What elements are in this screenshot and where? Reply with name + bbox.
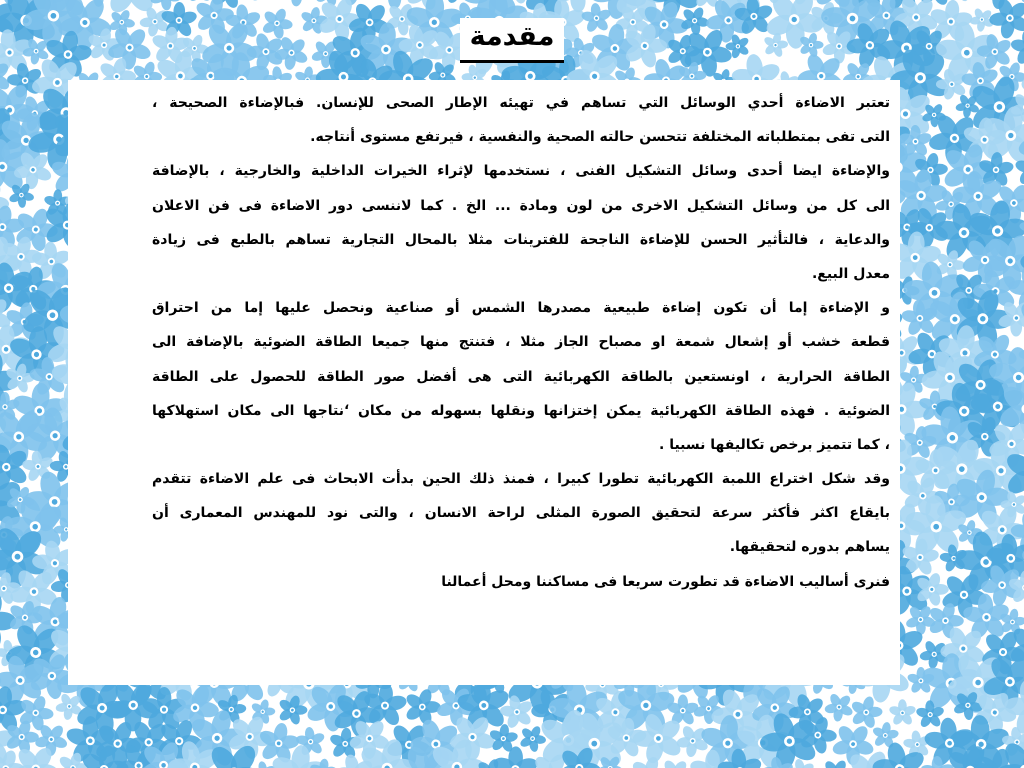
page-title: مقدمة: [460, 18, 565, 63]
text-line: معدل البيع.: [811, 265, 890, 282]
text-line: الى كل من وسائل التشكيل الاخرى من لون ومادة ... الخ . كما لاننسى دور الاضاءة فى فن الاعلان: [152, 197, 890, 214]
text-line: ، كما تتميز برخص تكاليفها نسبيا .: [659, 436, 890, 453]
text-line: و الإضاءة إما أن تكون إضاءة طبيعية مصدرها الشمس أو صناعية ونحصل عليها إما من احتراق: [152, 300, 890, 317]
text-line: وقد شكل اختراع اللمبة الكهربائية تطورا كبيرا ، فمنذ ذلك الحين بدأت الابحاث فى علم الاضاءة تتقدم: [152, 471, 890, 488]
text-line: التى تفى بمتطلباته المختلفة تتحسن حالته الصحية والنفسية ، فيرتفع مستوى أنتاجه.: [310, 129, 890, 146]
text-line: الضوئية . فهذه الطاقة الكهربائية يمكن إختزانها ونقلها بسهوله من مكان ‘نتاجها الى مكان استهلاكها: [152, 402, 890, 419]
text-line: والدعاية ، فالتأثير الحسن للإضاءة الناجحة للفترينات مثلا بالمحال التجارية تساهم بالطبع فى زيادة: [152, 231, 890, 248]
text-line: فنرى أساليب الاضاءة قد تطورت سريعا فى مساكننا ومحل أعمالنا: [441, 573, 890, 590]
title-container: [0, 18, 1024, 63]
text-line: يساهم بدوره لتحقيقها.: [729, 539, 890, 556]
text-line: بايقاع اكثر فأكثر سرعة لتحقيق الصورة المثلى لراحة الانسان ، والتى نود للمهندس المعمارى أن: [152, 505, 890, 522]
text-line: الطاقة الحرارية ، اونستعين بالطاقة الكهربائية التى هى أفضل صور الطاقة للحصول على الطاقة: [152, 368, 890, 385]
text-line: والإضاءة ايضا أحدى وسائل التشكيل الفنى ، نستخدمها لإثراء الخيرات الداخلية والخارجية ، بالإضافة: [152, 163, 890, 180]
text-line: قطعة خشب أو إشعال شمعة او مصباح الجاز مثلا ، فتنتج منها جميعا الطاقة الضوئية بالإضافة الى: [152, 334, 890, 351]
body-text: [152, 86, 890, 599]
text-line: تعتبر الاضاءة أحدي الوسائل التي تساهم في تهيئه الإطار الصحى للإنسان. فبالإضاءة الصحيحة ،: [152, 95, 890, 111]
